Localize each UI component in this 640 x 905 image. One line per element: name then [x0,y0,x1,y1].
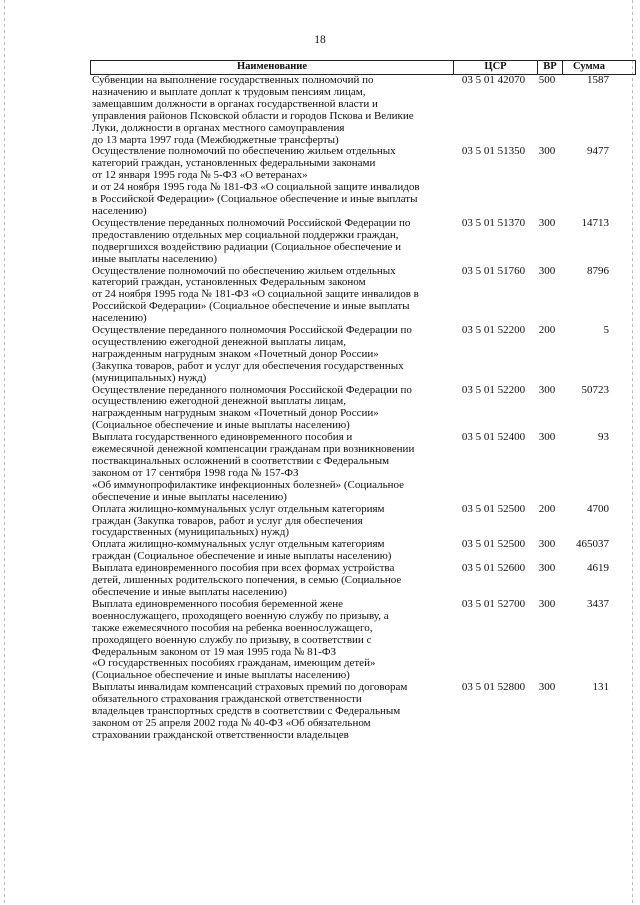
row-vr: 300 [538,264,556,277]
page-number: 18 [314,34,326,46]
header-vr: ВР [537,61,562,74]
row-sum: 4619 [587,562,609,575]
row-csr: 03 5 01 51350 [461,145,526,158]
row-csr: 03 5 01 52500 [461,502,526,515]
row-name: Оплата жилищно-коммунальных услуг отдельным категориям граждан (Закупка товаров, работ и услуг для обеспечения государственных (муниципальных) нужд) [92,502,385,539]
row-vr: 200 [538,502,556,515]
row-name: Осуществление переданного полномочия Российской Федерации по осуществлению ежегодной денежной выплаты лицам, награжденным нагрудным знаком «Почетный донор России» (Закупка товаров, работ и услуг для обеспечения государственных (муниципальных) нужд) [92,324,412,384]
row-vr: 500 [538,74,556,86]
table-row [90,75,636,146]
row-sum: 8796 [587,264,609,277]
table-row [90,432,636,503]
table-row [90,325,636,385]
row-csr: 03 5 01 52500 [461,538,526,551]
row-csr: 03 5 01 42070 [461,74,526,86]
row-vr: 300 [538,538,556,551]
row-vr: 300 [538,216,556,229]
row-name: Осуществление полномочий по обеспечению жильем отдельных категорий граждан, установленных федеральными законами от 12 января 1995 года № 5-ФЗ «О ветеранах» и от 24 ноября 1995 года № 181-ФЗ «О социальной защите инвалидов в Российской Федерации» (Социальное обеспечение и иные выплаты населению) [92,145,420,217]
table-row [90,504,636,540]
budget-table [90,60,636,742]
table-row [90,563,636,599]
row-name: Осуществление переданного полномочия Российской Федерации по осуществлению ежегодной денежной выплаты лицам, награжденным нагрудным знаком «Почетный донор России» (Социальное обеспечение и иные выплаты населению) [92,383,412,432]
row-csr: 03 5 01 52200 [461,324,526,337]
row-vr: 300 [538,562,556,575]
row-csr: 03 5 01 51760 [461,264,526,277]
row-csr: 03 5 01 52700 [461,597,526,610]
left-margin-line [4,0,5,905]
row-vr: 300 [538,383,556,396]
row-sum: 5 [603,324,609,337]
row-csr: 03 5 01 52800 [461,681,526,694]
row-sum: 131 [592,681,609,694]
row-name: Осуществление переданных полномочий Российской Федерации по предоставлению отдельных мер социальной поддержки граждан, подвергшихся воздействию радиации (Социальное обеспечение и иные выплаты населению) [92,216,411,265]
header-name: Наименование [237,61,307,72]
table-row [90,146,636,217]
row-name: Осуществление полномочий по обеспечению жильем отдельных категорий граждан, установленных Федеральным законом от 24 ноября 1995 года № 181-ФЗ «О социальной защите инвалидов в Российской Федерации» (Социальное обеспечение и иные выплаты населению) [92,264,419,325]
table-header [90,60,636,75]
row-name: Выплата государственного единовременного пособия и ежемесячной денежной компенсации гражданам при возникновении поствакцинальных осложнений в соответствии с Федеральным законом от 17 сентября 1998 года № 157-ФЗ «Об иммунопрофилактике инфекционных болезней» (Социальное обеспечение и иные выплаты населению) [92,431,415,503]
row-name: Оплата жилищно-коммунальных услуг отдельным категориям граждан (Социальное обеспечение и иные выплаты населению) [92,538,392,563]
row-sum: 465037 [576,538,609,551]
row-sum: 14713 [581,216,609,229]
row-name: Выплаты инвалидам компенсаций страховых премий по договорам обязательного страхования гражданской ответственности владельцев транспортных средств в соответствии с Федеральным законом от 25 апреля 2002 года № 40-ФЗ «Об обязательном страховании гражданской ответственности владельцев [92,681,408,741]
row-csr: 03 5 01 52200 [461,383,526,396]
row-vr: 200 [538,324,556,337]
row-sum: 4700 [587,502,609,515]
row-vr: 300 [538,145,556,158]
row-sum: 93 [598,431,609,444]
table-body [90,75,636,742]
row-vr: 300 [538,597,556,610]
row-name: Субвенции на выполнение государственных полномочий по назначению и выплате доплат к трудовым пенсиям лицам, замещавшим должности в органах государственной власти и управления районов Псковской области и городов Пскова и Великие Луки, должности в органах местного самоуправления до 13 марта 1997 года (Межбюджетные трансферты) [92,74,414,146]
row-name: Выплата единовременного пособия беременной жене военнослужащего, проходящего военную службу по призыву, а также ежемесячного пособия на ребенка военнослужащего, проходящего военную службу по призыву, в соответствии с Федеральным законом от 19 мая 1995 года № 81-ФЗ «О государственных пособиях гражданам, имеющим детей» (Социальное обеспечение и иные выплаты населению) [92,597,389,682]
row-csr: 03 5 01 52400 [461,431,526,444]
row-sum: 9477 [587,145,609,158]
table-row [90,539,636,563]
row-sum: 1587 [587,74,609,86]
row-vr: 300 [538,681,556,694]
header-csr: ЦСР [453,61,537,74]
table-row [90,385,636,433]
row-sum: 3437 [587,597,609,610]
row-name: Выплата единовременного пособия при всех формах устройства детей, лишенных родительского попечения, в семью (Социальное обеспечение и иные выплаты населению) [92,562,402,598]
table-row [90,682,636,742]
table-row [90,266,636,326]
table-row [90,218,636,266]
row-csr: 03 5 01 51370 [461,216,526,229]
header-sum: Сумма [562,61,615,74]
row-vr: 300 [538,431,556,444]
row-sum: 50723 [581,383,609,396]
table-row [90,599,636,682]
row-csr: 03 5 01 52600 [461,562,526,575]
